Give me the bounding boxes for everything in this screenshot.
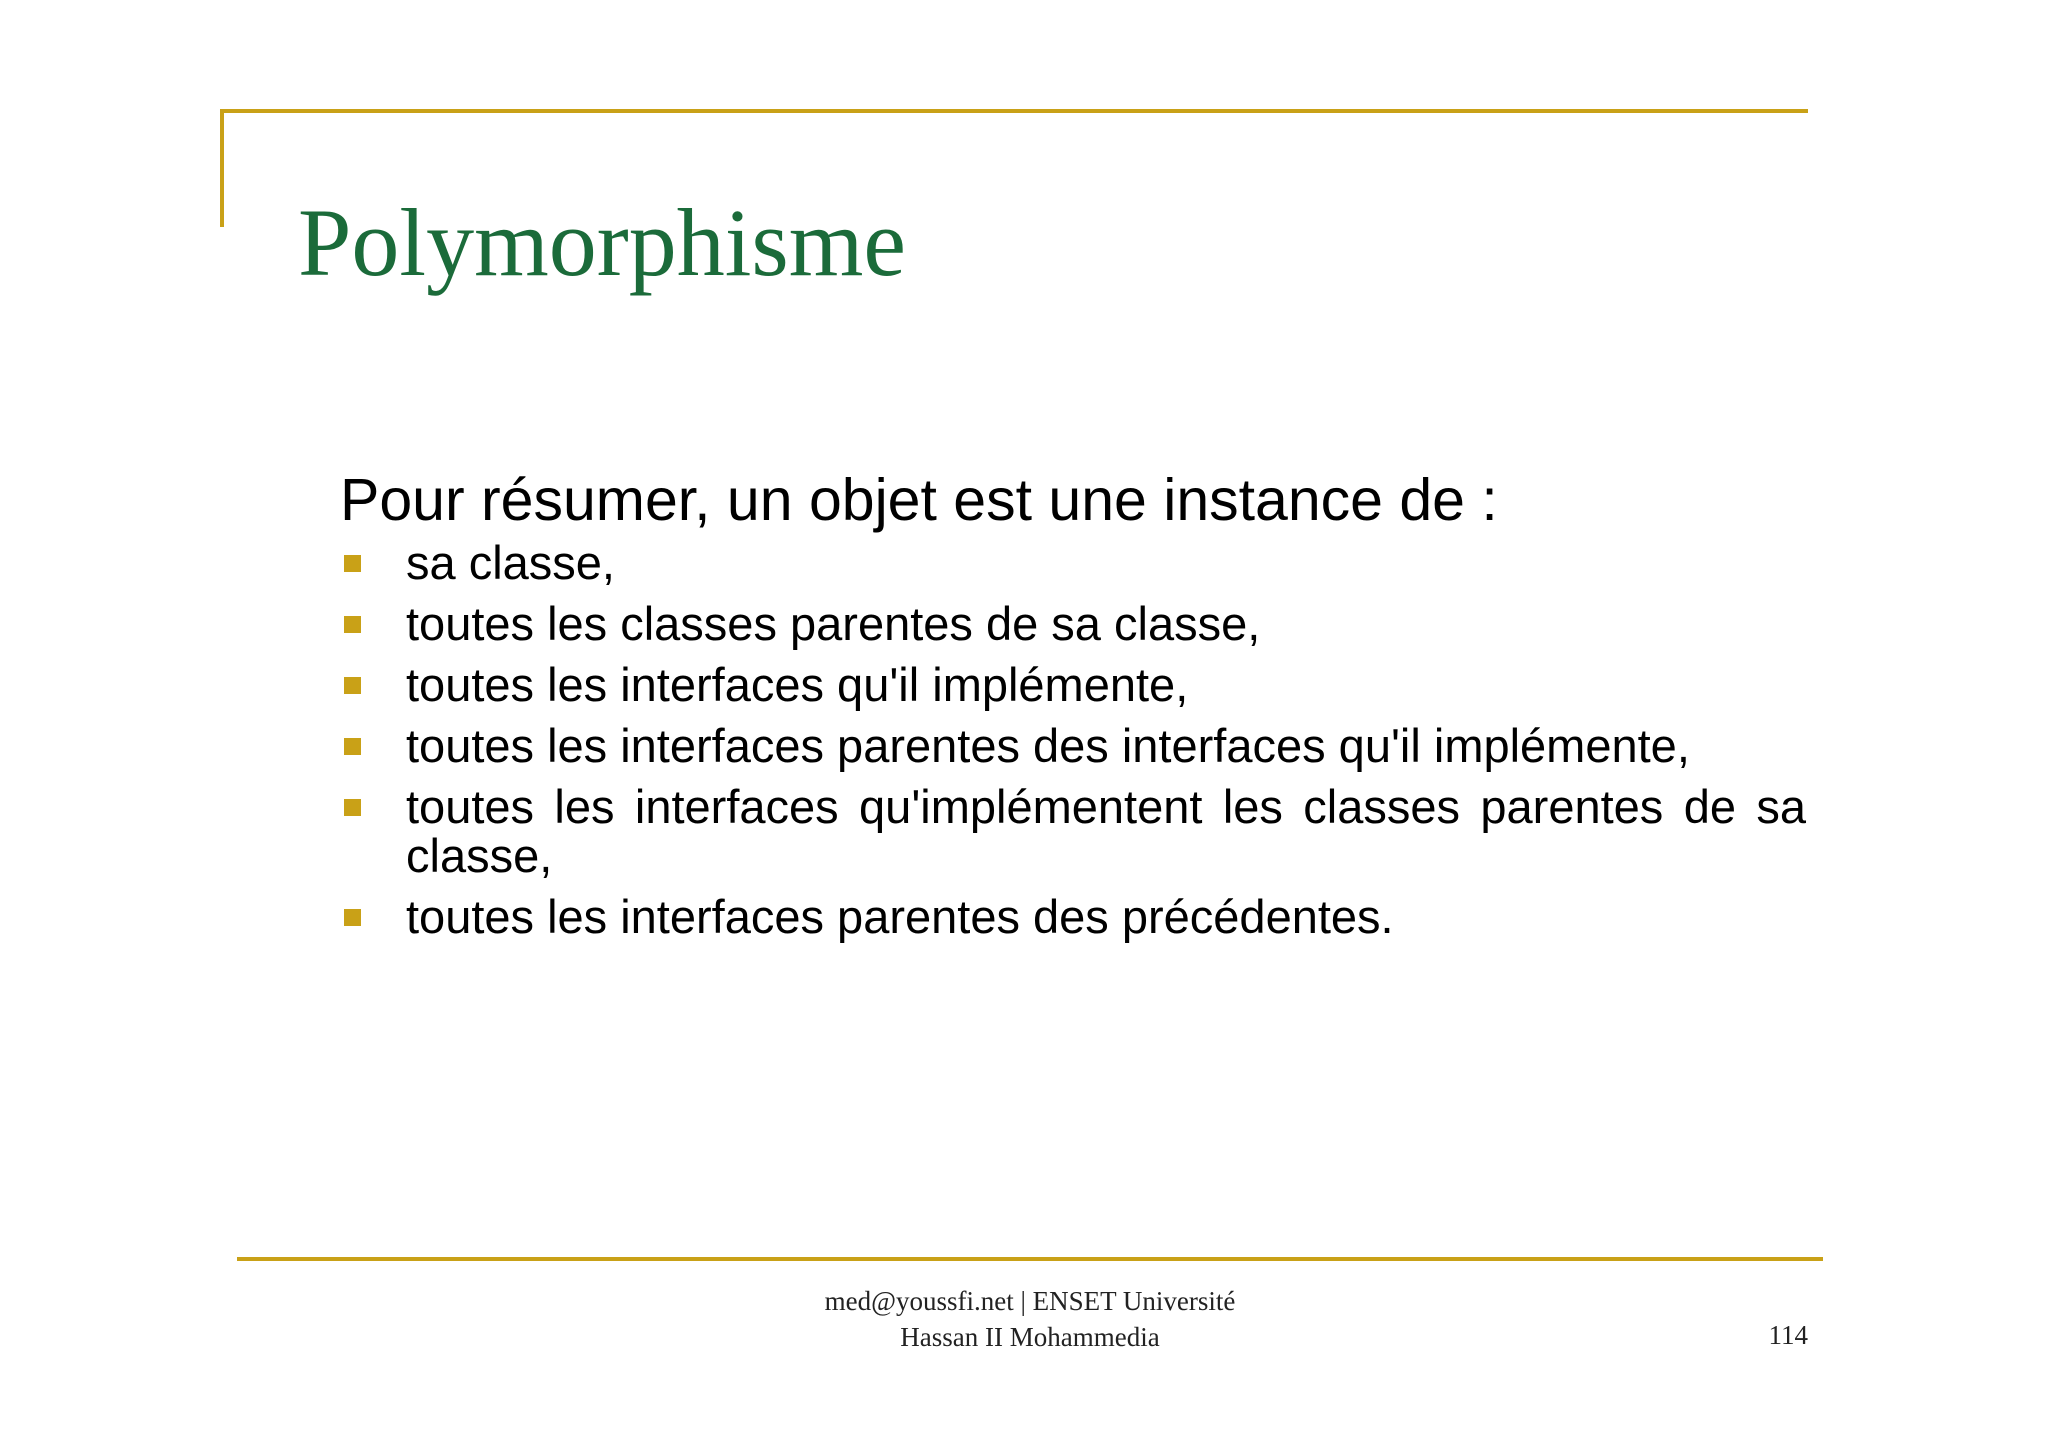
left-rule bbox=[220, 109, 224, 227]
page-number: 114 bbox=[1768, 1320, 1808, 1350]
bullet-text: toutes les interfaces qu'il implémente, bbox=[406, 658, 1189, 711]
bullet-text: toutes les interfaces parentes des précédentes. bbox=[406, 890, 1394, 943]
square-bullet-icon bbox=[344, 799, 361, 816]
footer bbox=[730, 1283, 1330, 1355]
bullet-text: sa classe, bbox=[406, 536, 615, 589]
slide-content bbox=[340, 462, 1806, 953]
bullet-text: toutes les interfaces parentes des interfaces qu'il implémente, bbox=[406, 719, 1690, 772]
bullet-item bbox=[340, 599, 1806, 648]
square-bullet-icon bbox=[344, 677, 361, 694]
footer-line-1: med@youssfi.net | ENSET Université bbox=[824, 1286, 1236, 1316]
bullet-item bbox=[340, 538, 1806, 587]
bullet-item bbox=[340, 782, 1806, 880]
bullet-item bbox=[340, 721, 1806, 770]
bullet-text: toutes les classes parentes de sa classe, bbox=[406, 597, 1261, 650]
bottom-rule bbox=[237, 1257, 1823, 1261]
top-rule bbox=[220, 109, 1808, 113]
footer-line-2: Hassan II Mohammedia bbox=[900, 1322, 1160, 1352]
bullet-item bbox=[340, 660, 1806, 709]
square-bullet-icon bbox=[344, 738, 361, 755]
square-bullet-icon bbox=[344, 616, 361, 633]
bullet-text: toutes les interfaces qu'implémentent les classes parentes de sa classe, bbox=[406, 780, 1806, 882]
slide-title: Polymorphisme bbox=[298, 189, 907, 296]
square-bullet-icon bbox=[344, 555, 361, 572]
bullet-list bbox=[340, 538, 1806, 941]
intro-text: Pour résumer, un objet est une instance de : bbox=[340, 467, 1498, 533]
square-bullet-icon bbox=[344, 909, 361, 926]
bullet-item bbox=[340, 892, 1806, 941]
